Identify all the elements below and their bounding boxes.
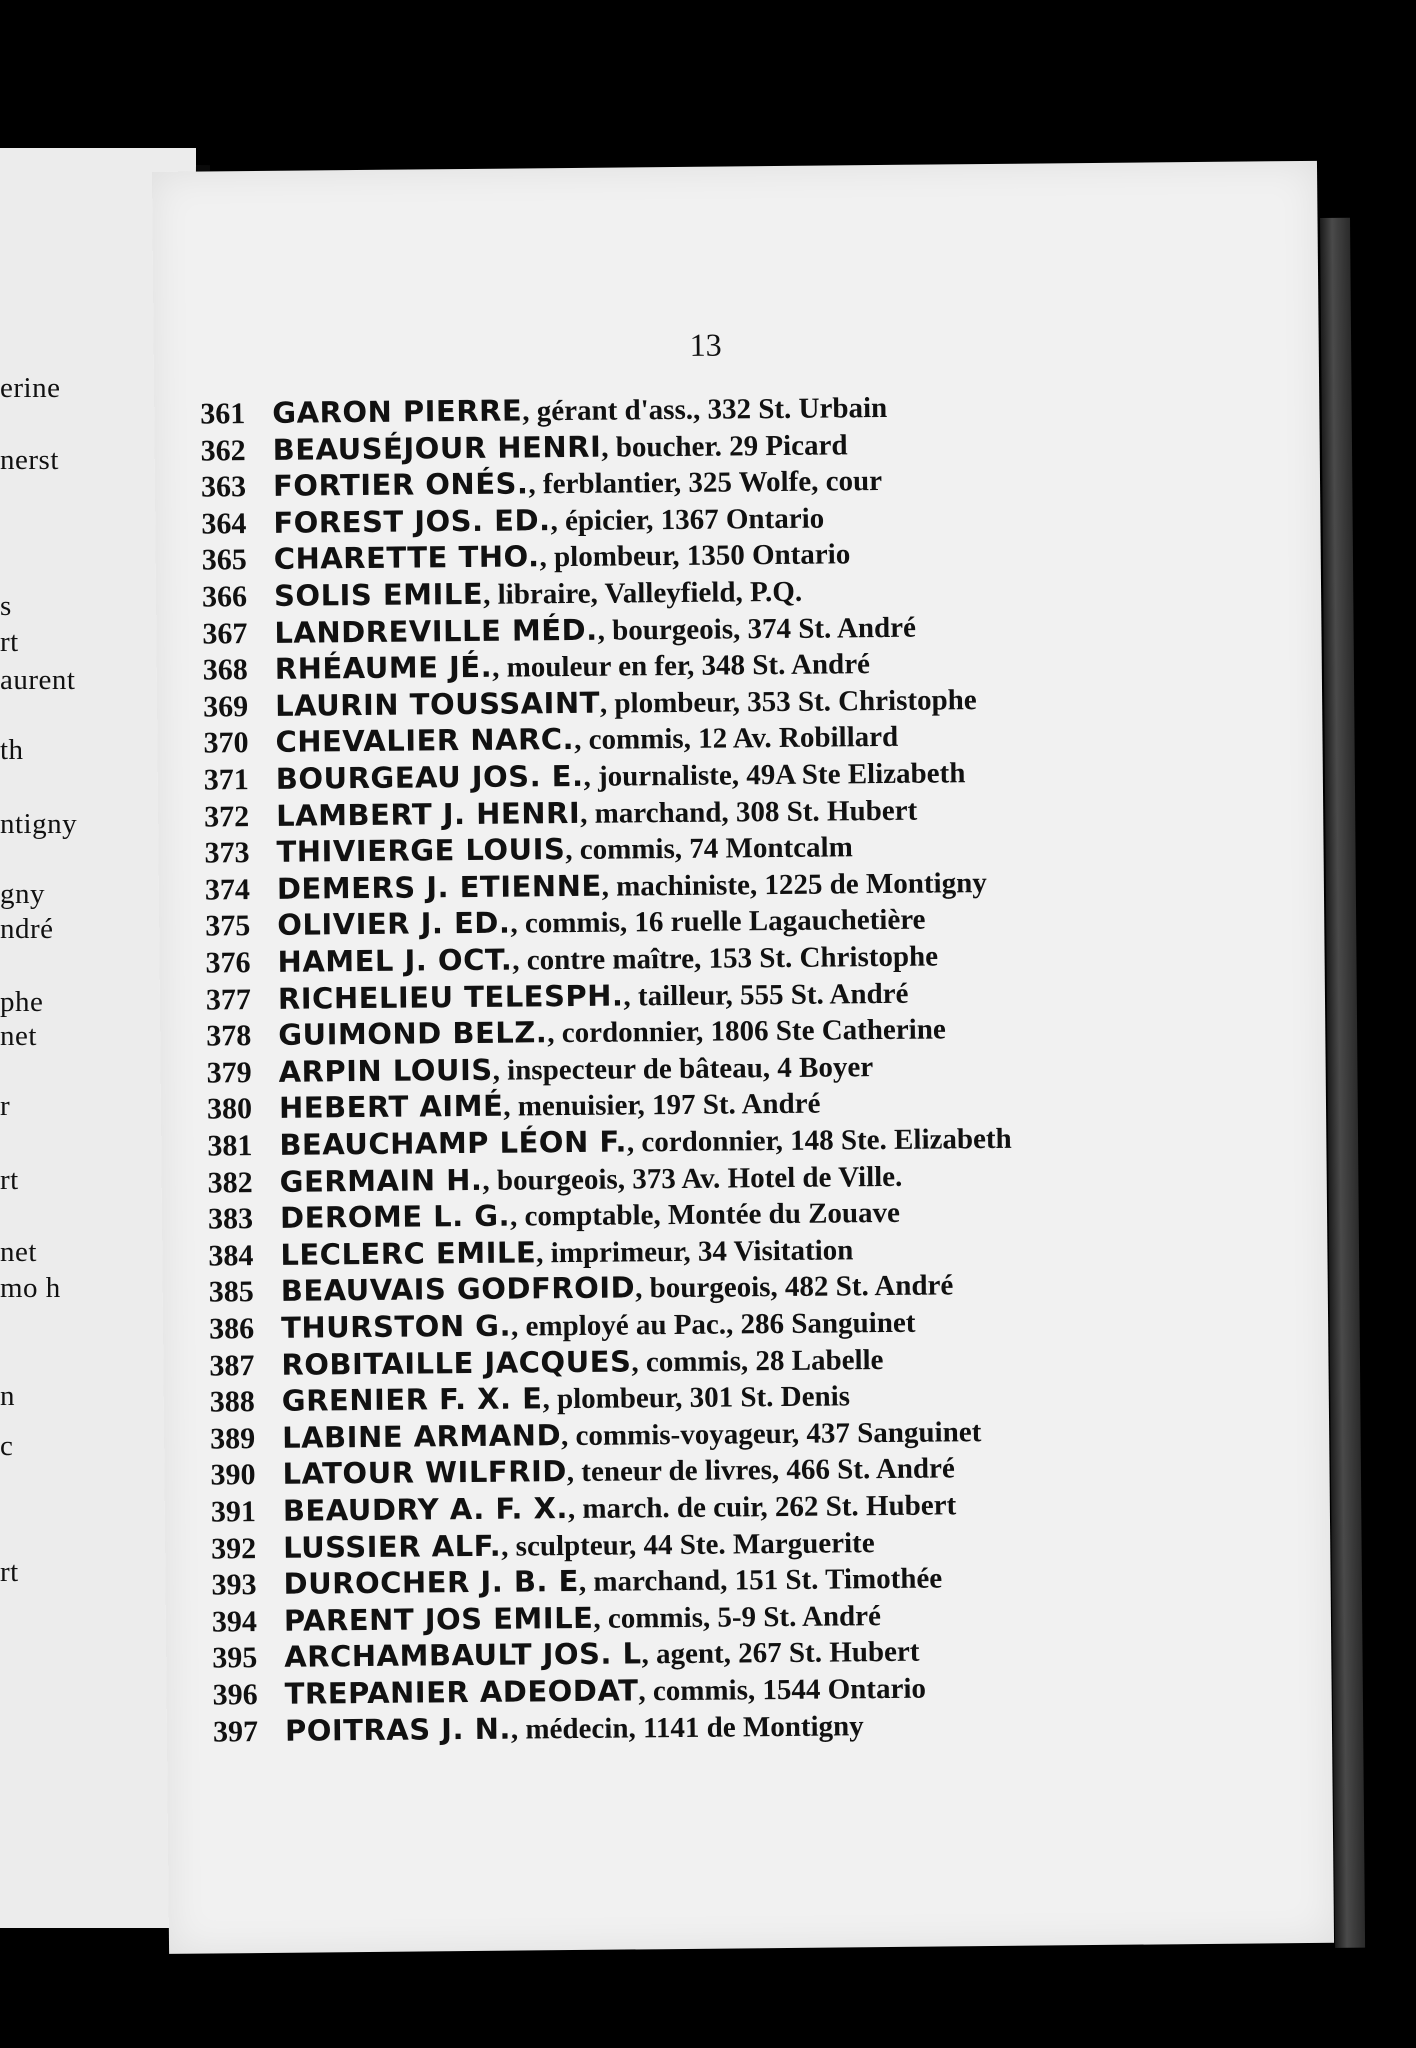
entry-details: , commis, 28 Labelle: [631, 1343, 884, 1379]
entry-name: DEMERS J. ETIENNE: [276, 868, 602, 906]
entry-details: , plombeur, 353 St. Christophe: [599, 683, 977, 720]
entry-name: LABINE ARMAND: [281, 1417, 562, 1455]
entry-name: POITRAS J. N.: [284, 1711, 512, 1748]
entry-name: GARON PIERRE: [272, 393, 523, 430]
directory-entry: [213, 1707, 864, 1750]
entry-number: 366: [201, 580, 248, 614]
entry-name: CHARETTE THO.: [273, 539, 540, 577]
left-page-fragment: erine: [0, 372, 61, 404]
left-page-fragment: th: [0, 734, 24, 766]
entry-name: LECLERC EMILE: [280, 1235, 537, 1272]
entry-details: , commis, 16 ruelle Lagauchetière: [510, 904, 926, 940]
entry-number: 395: [212, 1641, 258, 1675]
entry-details: , commis, 74 Montcalm: [565, 831, 853, 867]
entry-number: 381: [207, 1129, 253, 1163]
left-page-fragment: ndré: [0, 913, 54, 945]
entry-number: 396: [212, 1678, 258, 1712]
entry-number: 379: [206, 1055, 252, 1090]
entry-name: LANDREVILLE MÉD.: [274, 612, 598, 650]
entry-name: THURSTON G.: [280, 1308, 512, 1345]
entry-details: , bourgeois, 482 St. André: [634, 1269, 954, 1305]
entry-name: RICHELIEU TELESPH.: [277, 978, 624, 1016]
entry-number: 390: [210, 1458, 256, 1492]
entry-number: 380: [206, 1092, 253, 1126]
entry-details: , épicier, 1367 Ontario: [550, 502, 825, 537]
entry-name: ARCHAMBAULT JOS. L: [284, 1636, 642, 1675]
entry-details: , gérant d'ass., 332 St. Urbain: [522, 391, 888, 428]
entry-number: 372: [204, 799, 250, 834]
left-page-fragment: nerst: [0, 444, 59, 476]
directory-entry: [202, 573, 802, 616]
entry-number: 378: [206, 1019, 252, 1053]
entry-details: , médecin, 1141 de Montigny: [510, 1709, 864, 1746]
entry-number: 385: [208, 1275, 254, 1309]
entry-number: 371: [203, 763, 249, 797]
entry-name: SOLIS EMILE: [273, 576, 484, 613]
entry-details: , commis, 12 Av. Robillard: [573, 721, 899, 757]
entry-number: 364: [201, 506, 247, 541]
left-page-fragment: rt: [0, 1556, 19, 1588]
entry-number: 375: [205, 909, 251, 943]
entry-number: 382: [207, 1165, 253, 1200]
entry-name: FOREST JOS. ED.: [273, 502, 551, 540]
entry-name: LUSSIER ALF.: [283, 1528, 502, 1565]
entry-details: , commis-voyageur, 437 Sanguinet: [560, 1415, 982, 1452]
left-page-fragment: mo h: [0, 1272, 61, 1304]
entry-details: , menuisier, 197 St. André: [503, 1088, 821, 1124]
entry-number: 386: [208, 1312, 255, 1346]
entry-number: 387: [209, 1348, 255, 1383]
entry-details: , inspecteur de bâteau, 4 Boyer: [492, 1050, 874, 1087]
entry-details: , cordonnier, 1806 Ste Catherine: [547, 1013, 946, 1050]
left-page-fragment: gny: [0, 878, 45, 910]
entry-number: 367: [202, 616, 248, 651]
entry-name: LAMBERT J. HENRI: [276, 795, 581, 833]
entry-details: , libraire, Valleyfield, P.Q.: [482, 575, 803, 611]
entry-number: 383: [207, 1202, 254, 1236]
entry-number: 394: [211, 1604, 258, 1639]
entry-number: 374: [204, 872, 251, 907]
entry-name: BEAUDRY A. F. X.: [282, 1491, 569, 1528]
entry-name: RHÉAUME JÉ.: [274, 649, 493, 687]
entry-number: 389: [210, 1421, 256, 1456]
entry-number: 362: [200, 433, 246, 468]
entry-details: , machiniste, 1225 de Montigny: [601, 866, 987, 903]
entry-number: 368: [202, 653, 248, 687]
right-page: [152, 161, 1334, 1954]
entry-name: TREPANIER ADEODAT: [284, 1673, 639, 1711]
entry-name: ARPIN LOUIS: [278, 1052, 493, 1089]
entry-name: DEROME L. G.: [279, 1198, 511, 1236]
left-page-fragment: aurent: [0, 664, 76, 696]
left-page-fragment: rt: [0, 626, 19, 658]
entry-details: , mouleur en fer, 348 St. André: [492, 648, 871, 684]
entry-name: LATOUR WILFRID: [282, 1454, 567, 1492]
entry-details: , plombeur, 1350 Ontario: [539, 538, 851, 574]
entry-name: PARENT JOS EMILE: [283, 1600, 594, 1638]
entry-details: , journaliste, 49A Ste Elizabeth: [583, 757, 966, 793]
entry-number: 369: [202, 689, 249, 724]
entry-details: , bourgeois, 374 St. André: [597, 611, 917, 647]
entry-name: BEAUCHAMP LÉON F.: [279, 1124, 628, 1162]
entry-name: HAMEL J. OCT.: [277, 942, 513, 979]
entry-details: , boucher. 29 Picard: [601, 428, 848, 464]
entry-number: 397: [212, 1714, 259, 1749]
entry-details: , commis, 5-9 St. André: [593, 1599, 882, 1635]
entry-name: CHEVALIER NARC.: [275, 722, 575, 760]
entry-number: 363: [200, 470, 247, 504]
entry-details: , contre maître, 153 St. Christophe: [512, 940, 939, 977]
entry-number: 361: [200, 397, 246, 431]
entry-number: 370: [203, 726, 249, 760]
entry-details: , marchand, 308 St. Hubert: [580, 794, 918, 830]
entry-name: HEBERT AIMÉ: [278, 1089, 504, 1126]
left-page-fragment: s: [0, 590, 12, 622]
entry-number: 373: [204, 836, 250, 870]
entry-name: BOURGEAU JOS. E.: [275, 758, 584, 796]
left-page-fragment: net: [0, 1020, 37, 1052]
entry-details: , ferblantier, 325 Wolfe, cour: [528, 465, 883, 501]
entry-details: , commis, 1544 Ontario: [638, 1672, 927, 1708]
entry-details: , tailleur, 555 St. André: [623, 977, 909, 1013]
entry-name: GRENIER F. X. E: [281, 1381, 543, 1418]
entry-number: 376: [205, 946, 251, 980]
entry-name: BEAUSÉJOUR HENRI: [272, 429, 602, 467]
left-page-fragment: rt: [0, 1164, 19, 1196]
entry-name: GERMAIN H.: [279, 1162, 483, 1199]
entry-details: , marchand, 151 St. Timothée: [578, 1562, 943, 1599]
entry-name: LAURIN TOUSSAINT: [274, 685, 601, 723]
entry-details: , bourgeois, 373 Av. Hotel de Ville.: [482, 1160, 903, 1197]
entry-details: , agent, 267 St. Hubert: [641, 1636, 920, 1671]
left-page-fragment: c: [0, 1430, 14, 1462]
entry-name: THIVIERGE LOUIS: [276, 832, 566, 870]
entry-name: GUIMOND BELZ.: [278, 1015, 548, 1053]
entry-number: 393: [211, 1568, 257, 1602]
entry-details: , imprimeur, 34 Visitation: [536, 1234, 854, 1270]
entry-number: 392: [211, 1531, 257, 1566]
left-page-fragment: r: [0, 1090, 11, 1122]
left-page-fragment: n: [0, 1380, 15, 1412]
page-number: 13: [689, 326, 722, 363]
entry-name: ROBITAILLE JACQUES: [281, 1344, 632, 1382]
entry-details: , employé au Pac., 286 Sanguinet: [510, 1306, 916, 1343]
entry-details: , cordonnier, 148 Ste. Elizabeth: [626, 1122, 1012, 1159]
entry-number: 384: [208, 1238, 254, 1273]
entry-name: BEAUVAIS GODFROID: [280, 1270, 636, 1309]
entry-details: , plombeur, 301 St. Denis: [542, 1380, 851, 1416]
entry-number: 391: [210, 1495, 257, 1529]
left-page-fragment: net: [0, 1236, 37, 1268]
entry-details: , sculpteur, 44 Ste. Marguerite: [501, 1526, 875, 1563]
entry-name: DUROCHER J. B. E: [283, 1564, 580, 1601]
left-page-fragment: ntigny: [0, 808, 78, 840]
entry-details: , march. de cuir, 262 St. Hubert: [567, 1489, 957, 1526]
entry-details: , comptable, Montée du Zouave: [509, 1197, 901, 1233]
left-page-fragment: phe: [0, 986, 44, 1018]
entry-number: 377: [205, 982, 252, 1017]
directory-entry: [207, 1085, 821, 1128]
entry-name: OLIVIER J. ED.: [277, 905, 511, 943]
entry-number: 388: [209, 1385, 255, 1419]
entry-number: 365: [201, 543, 247, 577]
entry-name: FORTIER ONÉS.: [272, 466, 529, 504]
entry-details: , teneur de livres, 466 St. André: [566, 1452, 955, 1489]
